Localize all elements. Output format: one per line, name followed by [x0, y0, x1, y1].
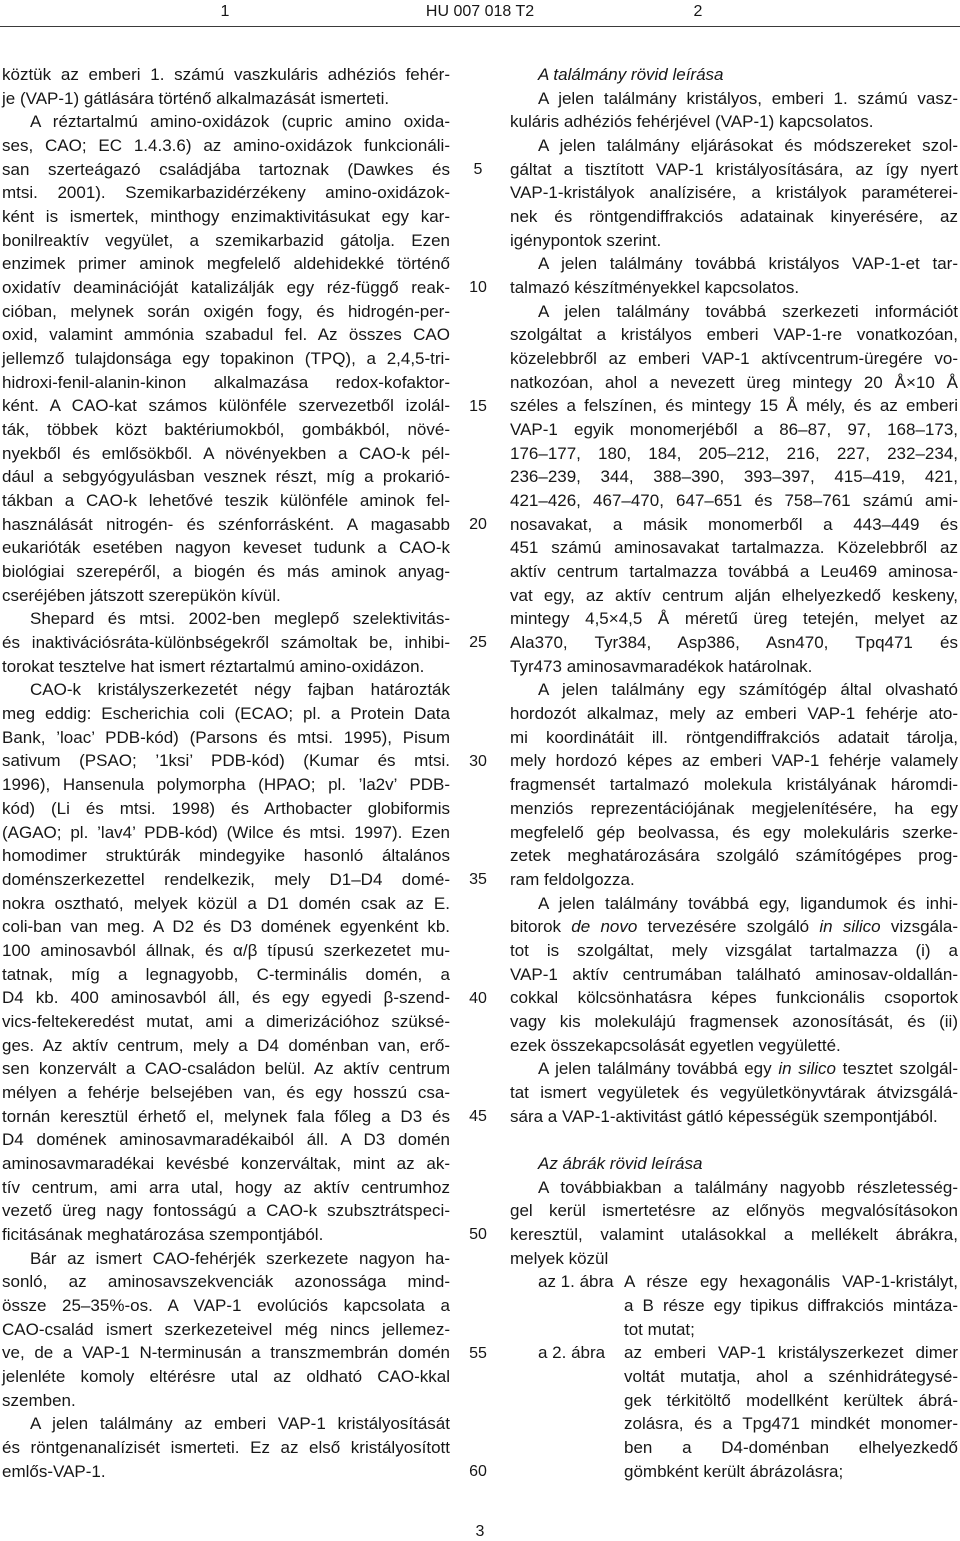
line-text: A jelen találmány az emberi VAP-1 kristályosítását [30, 1414, 450, 1434]
text-line [2, 797, 450, 821]
text-line [2, 1128, 450, 1152]
line-text: A réztartalmú amino-oxidázok (cupric amino oxida- [30, 112, 450, 132]
line-text: talmazó készítményekkel kapcsolatos. [510, 278, 800, 298]
text-line [2, 655, 450, 679]
line-number: 50 [469, 1226, 487, 1244]
text-line [510, 749, 958, 773]
line-text: ták, többek közt baktériumokból, gombákból, növé- [2, 420, 450, 440]
text-line [510, 1034, 958, 1058]
line-text: 236–239, 344, 388–390, 393–397, 415–419, 421, [510, 467, 958, 487]
line-text: dául a sebgyógyulásban vesznek részt, míg a prokarió- [2, 467, 450, 487]
line-text: vagy kis molekulájú fragmensek azonosítását, és (ii) [510, 1011, 958, 1031]
text-line [510, 489, 958, 513]
emphasis: de novo [571, 917, 638, 937]
line-text: Bank, ’loac’ PDB-kód) (Parsons és mtsi. 1995), Pisum [2, 727, 450, 747]
text-segment: vizsgála- [880, 917, 958, 937]
text-line [2, 465, 450, 489]
line-text: ses, CAO; EC 1.4.3.6) az amino-oxidázok funkcionáli- [2, 136, 450, 156]
text-line [510, 797, 958, 821]
text-line [510, 678, 958, 702]
text-line [510, 513, 958, 537]
line-text: enzimek primer aminok megfelelő aldehidekké történő [2, 254, 450, 274]
text-line [2, 892, 450, 916]
line-text: ve, de a VAP-1 N-terminusán a transzmembrán domén [2, 1343, 450, 1363]
text-line [510, 87, 958, 111]
line-text: mélyen a fehérje belsejében van, és egy hosszú csa- [2, 1082, 450, 1102]
text-line [2, 1389, 450, 1413]
right-text-column [510, 63, 958, 1483]
line-number: 25 [469, 634, 487, 652]
text-line [2, 939, 450, 963]
text-line [2, 868, 450, 892]
text-line [2, 963, 450, 987]
line-text: A jelen találmány egy számítógép által olvasható [538, 680, 958, 700]
paragraph [510, 1057, 958, 1128]
text-line [2, 1057, 450, 1081]
line-text: tot is szolgáltat, mely vizsgálat tartalmazza (i) a [510, 940, 958, 960]
text-line [2, 442, 450, 466]
text-line [510, 276, 958, 300]
line-text: tatnak, míg a legnagyobb, C-terminális domén, a [2, 964, 450, 984]
line-number: 35 [469, 871, 487, 889]
text-line [510, 1199, 958, 1223]
section-heading [510, 1152, 958, 1176]
line-text: nyekből és emlősökből. A növényekben a CAO-k pél- [2, 443, 450, 463]
line-text: VAP-1 egyik monomerjéből a 86–87, 97, 168–173, [510, 420, 958, 440]
line-text: vat egy, az aktív centrum alján elhelyezkedő keskeny, [510, 585, 958, 605]
figure-text [624, 1341, 958, 1483]
text-line [2, 181, 450, 205]
text-line [2, 1247, 450, 1271]
text-line [2, 1176, 450, 1200]
text-line [510, 986, 958, 1010]
line-text: igénypontok szerint. [510, 230, 662, 250]
line-text: A jelen találmány továbbá kristályos VAP-1-et tar- [538, 254, 958, 274]
text-segment: A jelen találmány továbbá egy [538, 1059, 779, 1079]
line-text: közelebbről az emberi VAP-1 aktívcentrum-üregére vo- [510, 349, 958, 369]
line-text: A jelen találmány továbbá szerkezeti információt [538, 301, 958, 321]
line-text: voltát mutatja, ahol a szénhidrátegysé- [624, 1366, 958, 1386]
line-text: 451 számú aminosavakat tartalmazza. Közelebbről az [510, 538, 958, 558]
line-text: az emberi VAP-1 kristályszerkezet dimer [624, 1343, 958, 1363]
text-line [510, 1152, 958, 1176]
line-text: A jelen találmány eljárásokat és módszereket szol- [538, 136, 958, 156]
paragraph [510, 87, 958, 134]
text-line [510, 371, 958, 395]
paragraph [510, 1176, 958, 1271]
text-line [510, 1247, 958, 1271]
text-line [2, 773, 450, 797]
line-text: A jelen találmány kristályos, emberi 1. számú vasz- [538, 88, 958, 108]
line-text: VAP-1-kristályok analízisére, a kristályok paraméterei- [510, 183, 958, 203]
text-line [510, 300, 958, 324]
text-line [624, 1436, 958, 1460]
text-line [2, 560, 450, 584]
line-text: CAO-k kristályszerkezetét négy fajban határozták [30, 680, 450, 700]
text-line [510, 1010, 958, 1034]
text-line [510, 631, 958, 655]
line-text: 1996), Hansenula polymorpha (HPAO; pl. ’la2v’ PDB- [2, 775, 450, 795]
page-number-footer: 3 [475, 1523, 485, 1540]
text-line [510, 1057, 958, 1081]
line-text: kuláris adhéziós fehérjével (VAP-1) kapcsolatos. [510, 112, 874, 132]
text-line [2, 631, 450, 655]
text-line [2, 584, 450, 608]
text-line [510, 110, 958, 134]
figure-description [510, 1341, 958, 1483]
text-line [2, 489, 450, 513]
text-line [2, 1460, 450, 1484]
line-text: szolgáltat a kristályos emberi VAP-1-re vonatkozóan, [510, 325, 958, 345]
line-text: hidroxi-fenil-alanin-kinon alkalmazása redox-kofaktor- [2, 372, 450, 392]
text-line [2, 536, 450, 560]
line-text: zolásra, és a Tpg471 mindkét monomer- [624, 1414, 958, 1434]
text-line [510, 560, 958, 584]
line-text: tornán keresztül érhető el, melynek fala főleg a D3 és [2, 1106, 450, 1126]
line-text: mely hordozó képes az emberi VAP-1 fehérje valamely [510, 751, 958, 771]
text-line [2, 1199, 450, 1223]
line-text: melyek közül [510, 1248, 609, 1268]
line-text: megfelelő gép beolvassa, és egy molekuláris szerke- [510, 822, 958, 842]
line-text: mtsi. 2001). Szemikarbazidérzékeny amino-oxidázok- [2, 183, 450, 203]
line-text: tív centrum, ami arra utal, hogy az aktív centrumhoz [2, 1177, 450, 1197]
line-text: A jelen találmány továbbá egy, ligandumok és inhi- [538, 893, 958, 913]
text-line [624, 1365, 958, 1389]
empty-line [510, 1128, 958, 1152]
paragraph [510, 252, 958, 299]
text-line [2, 323, 450, 347]
text-segment: bitorok [510, 917, 572, 937]
line-number: 20 [469, 515, 487, 533]
text-line [2, 726, 450, 750]
line-text: használását nitrogén- és szénforrásként. A magasabb [2, 514, 450, 534]
line-text: cseréjében játszott szerepükön kívül. [2, 585, 281, 605]
text-line [2, 1152, 450, 1176]
line-text: Bár az ismert CAO-fehérjék szerkezete nagyon ha- [30, 1248, 450, 1268]
line-text: fragmensét tartalmazó molekula kristályának háromdi- [510, 775, 958, 795]
text-line [2, 821, 450, 845]
text-line [2, 134, 450, 158]
line-text: köztük az emberi 1. számú vaszkuláris adhéziós fehér- [2, 65, 450, 84]
line-text: CAO-család ismert szerkezeteivel még nincs jellemez- [2, 1319, 450, 1339]
text-line [510, 418, 958, 442]
line-text: ként. A CAO-kat számos különféle szervezetből izolál- [2, 396, 450, 416]
text-segment: tervezésére szolgáló [637, 917, 820, 937]
text-line [2, 1270, 450, 1294]
line-text: sen konzervált a CAO-családon belül. Az aktív centrum [2, 1059, 450, 1079]
line-number: 15 [469, 397, 487, 415]
line-text: torokat tesztelve hat ismert réztartalmú amino-oxidázon. [2, 656, 425, 676]
text-line [510, 1105, 958, 1129]
text-line [510, 536, 958, 560]
line-text: ezek összekapcsolását egyetlen vegyületté. [510, 1035, 841, 1055]
text-line [2, 371, 450, 395]
page-number-left: 1 [220, 3, 230, 20]
line-text: jellemző tulajdonsága egy topakinon (TPQ), a 2,4,5-tri- [2, 349, 450, 369]
text-line [2, 63, 450, 87]
text-line [2, 1105, 450, 1129]
text-line [510, 868, 958, 892]
text-line [2, 1081, 450, 1105]
line-text: hordozót alkalmaz, mely az emberi VAP-1 fehérje ato- [510, 704, 958, 724]
text-line [624, 1318, 958, 1342]
text-line [510, 465, 958, 489]
text-line [2, 1034, 450, 1058]
line-text: cióban, melynek során oxigén fogy, és hidrogén-per- [2, 301, 450, 321]
line-text: nek és röntgendiffrakciós adatainak kinyerésére, az [510, 207, 958, 227]
publication-number: HU 007 018 T2 [425, 3, 535, 20]
text-line [510, 939, 958, 963]
paragraph [2, 1247, 450, 1413]
text-line [2, 347, 450, 371]
text-line [2, 229, 450, 253]
text-line [510, 252, 958, 276]
text-line [510, 915, 958, 939]
line-text [538, 1059, 958, 1078]
text-line [2, 678, 450, 702]
line-text: tákban a CAO-k lehetővé teszik különféle aminok fel- [2, 491, 450, 511]
text-line [510, 347, 958, 371]
line-text: Az ábrák rövid leírása [538, 1153, 703, 1173]
figure-label: az 1. ábra [538, 1272, 614, 1292]
line-text: VAP-1 aktív centrumában található aminosav-oldallán- [510, 964, 958, 984]
emphasis: in silico [778, 1059, 836, 1079]
text-line [2, 844, 450, 868]
paragraph-continuation [2, 63, 450, 110]
line-text: biológiai szerepéről, a biogén és más aminok anyag- [2, 562, 450, 582]
figure-text [624, 1270, 958, 1341]
text-line [510, 607, 958, 631]
line-text: ram feldolgozza. [510, 869, 635, 889]
text-line [510, 63, 958, 87]
text-line [510, 773, 958, 797]
line-number: 30 [469, 752, 487, 770]
text-line [2, 986, 450, 1010]
line-text: tat ismert vegyületek és vegyületkönyvtárak átvizsgálá- [510, 1082, 958, 1102]
line-text: doménszerkezettel rendelkezik, mely D1–D4 domé- [2, 869, 450, 889]
text-line [510, 821, 958, 845]
text-line [510, 655, 958, 679]
text-line [2, 158, 450, 182]
line-text: aktív centrum tartalmazza továbbá a Leu469 aminosa- [510, 562, 958, 582]
line-text: vics-feltekeredést mutat, ami a dimerizációhoz szüksé- [2, 1011, 450, 1031]
line-text: mi koordinátáit ill. röntgendiffrakciós adatait tárolja, [510, 727, 958, 747]
text-line [2, 1010, 450, 1034]
line-text: 421–426, 467–470, 647–651 és 758–761 számú ami- [510, 491, 958, 511]
text-line [2, 1223, 450, 1247]
header-rule [0, 26, 960, 27]
text-line [2, 749, 450, 773]
line-text: D4 domének aminosavmaradékaiból áll. A D3 domén [2, 1130, 450, 1150]
paragraph [510, 134, 958, 252]
emphasis: in silico [819, 917, 881, 937]
line-text: je (VAP-1) gátlására történő alkalmazását ismerteti. [2, 88, 390, 108]
line-text: és röntgenanalízisét ismerteti. Ez az első kristályosított [2, 1437, 450, 1457]
line-text: tot mutat; [624, 1319, 695, 1339]
section-heading [510, 63, 958, 87]
line-text: sativum (PSAO; ’1ksi’ PDB-kód) (Kumar és mtsi. [2, 751, 450, 771]
line-text: meg eddig: Escherichia coli (ECAO; pl. a Protein Data [2, 704, 450, 724]
text-line [510, 844, 958, 868]
text-line [510, 323, 958, 347]
blank-line [510, 1128, 958, 1152]
line-number: 40 [469, 989, 487, 1007]
text-line [510, 892, 958, 916]
text-line [2, 1318, 450, 1342]
line-text: nokra osztható, melyek közül a D1 domén csak az E. [2, 893, 450, 913]
line-text: bonilreaktív vegyület, a szemikarbazid gátolja. Ezen [2, 230, 450, 250]
paragraph [2, 1412, 450, 1483]
line-number: 10 [469, 279, 487, 297]
text-line [2, 1365, 450, 1389]
text-line [2, 394, 450, 418]
line-text [510, 917, 958, 936]
text-line [2, 1294, 450, 1318]
line-text: a B része egy tipikus diffrakciós mintáza- [624, 1295, 958, 1315]
line-text: oxidatív deaminációját katalizálják egy réz-függő reak- [2, 278, 450, 298]
line-text: szemben. [2, 1390, 76, 1410]
text-line [2, 87, 450, 111]
text-line [510, 229, 958, 253]
text-line [510, 584, 958, 608]
text-line [510, 205, 958, 229]
line-text: 100 aminosavból állnak, és α/β típusú szerkezetet mu- [2, 940, 450, 960]
page-number-right: 2 [693, 3, 703, 20]
line-text: nosavakat, a másik monomerből a 443–449 és [510, 514, 958, 534]
line-text: össze 25–35%-os. A VAP-1 evolúciós kapcsolata a [2, 1295, 450, 1315]
text-line [2, 1412, 450, 1436]
line-text: eukarióták esetében nagyon keveset tudunk a CAO-k [2, 538, 450, 558]
text-line [2, 1436, 450, 1460]
line-text: Shepard és mtsi. 2002-ben meglepő szelektivitás- [30, 609, 450, 629]
text-line [2, 205, 450, 229]
line-text: san szerteágazó családjába tartoznak (Dawkes és [2, 159, 450, 179]
line-text: coli-ban van meg. A D2 és D3 domének egyenként kb. [2, 917, 450, 937]
figure-label: a 2. ábra [538, 1343, 606, 1363]
paragraph [2, 678, 450, 1246]
line-text: aminosavmaradékai kevésbé konzerváltak, mint az ak- [2, 1153, 450, 1173]
line-text: jelenléte komoly eltérésre utal az oldható CAO-kkal [2, 1366, 450, 1386]
line-text: gek térkitöltő modellként kerültek ábrá- [624, 1390, 958, 1410]
line-text: Ala370, Tyr384, Asp386, Asn470, Tpq471 és [510, 633, 958, 653]
line-text: sára a VAP-1-aktivitást gátló képességük szempontjából. [510, 1106, 938, 1126]
figure-description [510, 1270, 958, 1341]
paragraph [2, 607, 450, 678]
line-text: sonló, az aminosavszekvenciák azonossága mind- [2, 1272, 450, 1292]
line-text: ként is ismertek, minthogy enzimaktivitásukat egy kar- [2, 207, 450, 227]
text-line [624, 1389, 958, 1413]
text-line [624, 1412, 958, 1436]
text-line [2, 276, 450, 300]
paragraph [510, 678, 958, 891]
text-line [2, 915, 450, 939]
line-number: 45 [469, 1107, 487, 1125]
text-line [624, 1460, 958, 1484]
text-line [510, 726, 958, 750]
text-line [2, 418, 450, 442]
line-text: széles a felszínen, és mintegy 15 Å mély, és az emberi [510, 396, 958, 416]
line-text: mintegy 4,5×4,5 Å méretű üreg tetején, melyet az [510, 609, 958, 629]
line-number: 55 [469, 1344, 487, 1362]
text-line [510, 702, 958, 726]
text-line [2, 1341, 450, 1365]
left-text-column [2, 63, 450, 1483]
text-line [624, 1341, 958, 1365]
text-line [510, 1176, 958, 1200]
line-text: 176–177, 180, 184, 205–212, 216, 227, 232–234, [510, 443, 958, 463]
text-line [2, 702, 450, 726]
line-text: gömbként került ábrázolásra; [624, 1461, 844, 1481]
paragraph [510, 300, 958, 679]
line-text: A része egy hexagonális VAP-1-kristályt, [624, 1272, 958, 1292]
line-text: ficitásának meghatározása szempontjából. [2, 1224, 324, 1244]
text-line [2, 252, 450, 276]
line-text: vezető üreg nagy fontosságú a CAO-k szubsztrátspeci- [2, 1201, 450, 1221]
line-text: D4 kb. 400 aminosavból áll, és egy egyedi β-szend- [2, 988, 450, 1008]
text-line [2, 110, 450, 134]
line-text: gáltat a tisztított VAP-1 kristályosítására, az így nyert [510, 159, 958, 179]
line-text: (AGAO; pl. ’lav4’ PDB-kód) (Wilce és mtsi. 1997). Ezen [2, 822, 450, 842]
text-segment: tesztet szolgál- [836, 1059, 958, 1079]
line-text: natkozóan, ahol a nevezett üreg mintegy 20 Å×10 Å [510, 372, 958, 392]
line-text: gel kerül ismertetésre az előnyös megvalósításokon [510, 1201, 958, 1221]
line-text: kód) (Li és mtsi. 1998) és Arthobacter globiformis [2, 798, 450, 818]
paragraph [2, 110, 450, 607]
line-text: oxid, valamint ammónia szabadul fel. Az összes CAO [2, 325, 450, 345]
line-text: A továbbiakban a találmány nagyobb részletesség- [538, 1177, 958, 1197]
line-text: A találmány rövid leírása [538, 65, 724, 84]
line-number: 60 [469, 1463, 487, 1481]
text-line [510, 1223, 958, 1247]
line-text: keresztül, valamint utalásokkal a mellékelt ábrákra, [510, 1224, 958, 1244]
line-text: Tyr473 aminosavmaradékok határolnak. [510, 656, 813, 676]
line-text: emlős-VAP-1. [2, 1461, 106, 1481]
text-line [2, 607, 450, 631]
text-line [510, 181, 958, 205]
line-text: menziós reprezentációjának megjelenítésére, ha egy [510, 798, 958, 818]
line-text: homodimer struktúrák mindegyike hasonló általános [2, 846, 450, 866]
line-text: zetek meghatározására szolgáló számítógépes prog- [510, 846, 958, 866]
text-line [624, 1294, 958, 1318]
text-line [510, 442, 958, 466]
paragraph [510, 892, 958, 1058]
text-line [510, 134, 958, 158]
text-line [2, 300, 450, 324]
text-line [2, 513, 450, 537]
text-line [510, 158, 958, 182]
text-line [510, 963, 958, 987]
text-line [510, 394, 958, 418]
line-text: cokkal kölcsönhatásra képes funkcionális csoportok [510, 988, 958, 1008]
line-text: ben a D4-doménban elhelyezkedő [624, 1437, 958, 1457]
text-line [510, 1081, 958, 1105]
line-text: és inaktivációsráta-különbségekről számoltak be, inhibi- [2, 633, 450, 653]
line-text: ges. Az aktív centrum, mely a D4 doménban van, erő- [2, 1035, 450, 1055]
text-line [624, 1270, 958, 1294]
line-number: 5 [473, 160, 483, 178]
